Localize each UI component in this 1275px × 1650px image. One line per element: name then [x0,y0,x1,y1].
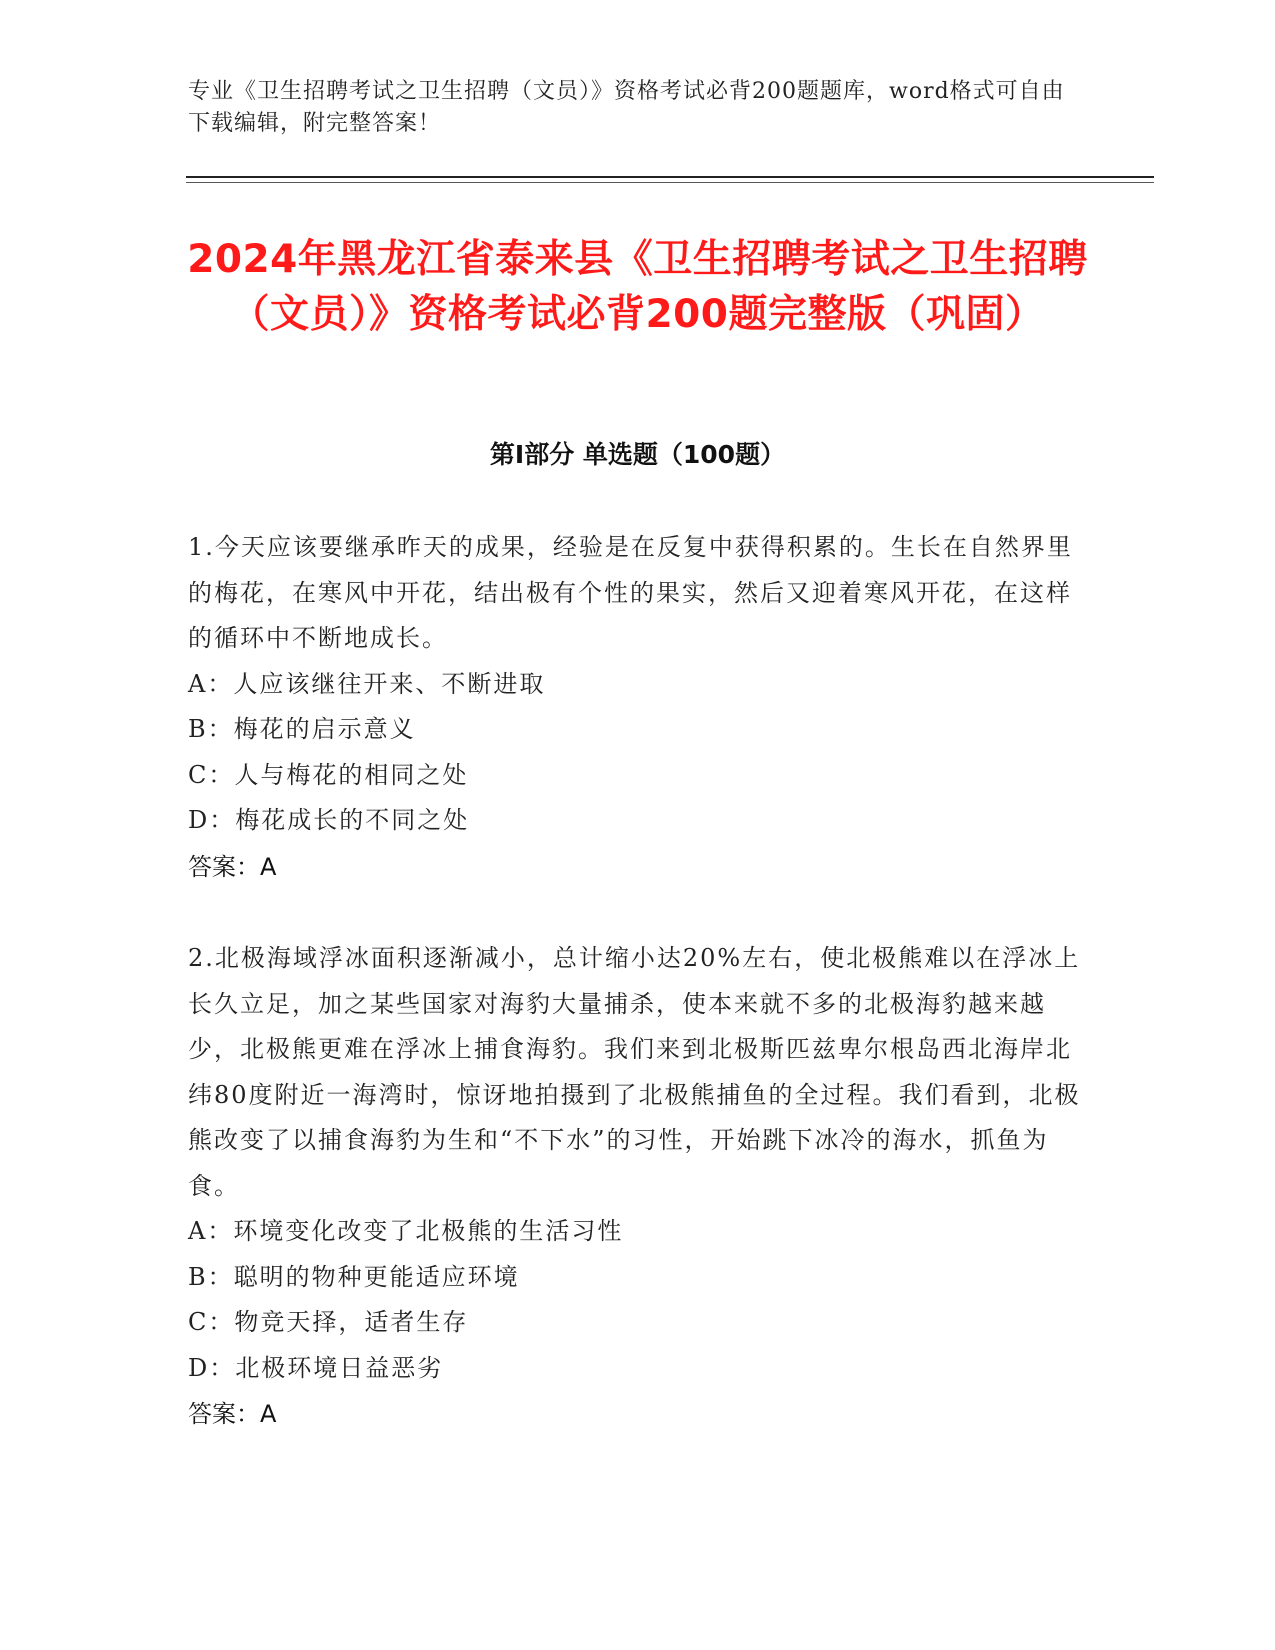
question-stem: 1.今天应该要继承昨天的成果，经验是在反复中获得积累的。生长在自然界里的梅花，在寒风中开花，结出极有个性的果实，然后又迎着寒风开花，在这样的循环中不断地成长。 [188,533,1073,652]
answer: 答案：A [188,852,277,881]
option-d: D：梅花成长的不同之处 [188,806,470,834]
header-divider-thick [186,176,1154,178]
option-a: A：人应该继往开来、不断进取 [188,669,546,698]
option-d: D：北极环境日益恶劣 [188,1353,444,1382]
section-heading: 第Ⅰ部分 单选题（100题） [489,440,786,469]
option-b: B：梅花的启示意义 [188,715,416,743]
option-c: C：物竞天择，适者生存 [188,1308,469,1336]
option-c: C：人与梅花的相同之处 [188,760,469,789]
option-b: B：聪明的物种更能适应环境 [188,1262,520,1291]
question-block [188,525,1088,890]
document-title: 2024年黑龙江省泰来县《卫生招聘考试之卫生招聘（文员）》资格考试必背200题完整版（巩固） [187,237,1088,337]
option-a: A：环境变化改变了北极熊的生活习性 [188,1217,624,1245]
question-stem: 2.北极海域浮冰面积逐渐减小，总计缩小达20%左右，使北极熊难以在浮冰上长久立足，加之某些国家对海豹大量捕杀，使本来就不多的北极海豹越来越少，北极熊更难在浮冰上捕食海豹。我们来到北极斯匹兹卑尔根岛西北海岸北纬80度附近一海湾时，惊讶地拍摄到了北极熊捕鱼的全过程。我们看到，北极熊改变了以捕食海豹为生和“不下水”的习性，开始跳下冰冷的海水，抓鱼为食。 [188,944,1081,1200]
header-note: 专业《卫生招聘考试之卫生招聘（文员）》资格考试必背200题题库，word格式可自由下载编辑，附完整答案！ [188,79,1065,136]
question-block [188,936,1088,1437]
header-divider-thin [186,182,1154,183]
answer: 答案：A [188,1400,277,1428]
